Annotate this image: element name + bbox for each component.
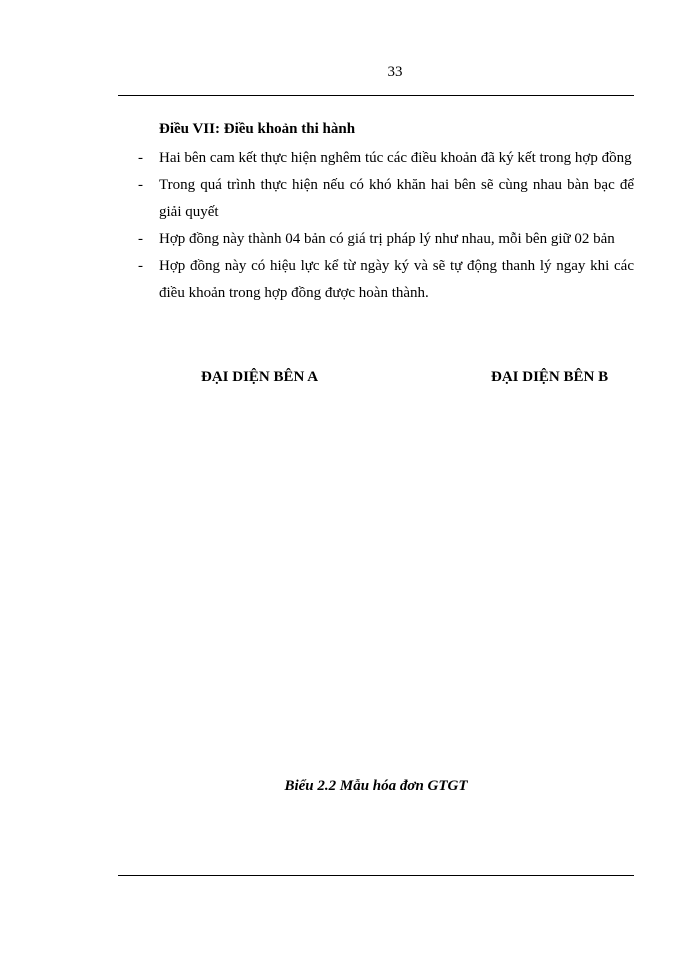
page-number: 33 <box>387 64 403 80</box>
footer-rule <box>118 875 634 876</box>
clause-text: Hợp đồng này thành 04 bản có giá trị pháp lý như nhau, mỗi bên giữ 02 bản <box>159 231 615 247</box>
clause-text: Trong quá trình thực hiện nếu có khó khăn hai bên sẽ cùng nhau bàn bạc để giải quyết <box>159 177 634 220</box>
bullet-dash: - <box>138 177 143 193</box>
clause-item <box>0 253 700 307</box>
clause-text: Hai bên cam kết thực hiện nghêm túc các điều khoản đã ký kết trong hợp đồng <box>159 150 632 166</box>
bullet-dash: - <box>138 150 143 166</box>
clause-item <box>0 145 700 172</box>
section-heading: Điều VII: Điều khoản thi hành <box>159 121 356 137</box>
bullet-dash: - <box>138 258 143 274</box>
clause-item <box>0 226 700 253</box>
bullet-dash: - <box>138 231 143 247</box>
party-a-representative: ĐẠI DIỆN BÊN A <box>201 369 319 385</box>
figure-caption: Biểu 2.2 Mẫu hóa đơn GTGT <box>284 778 468 794</box>
party-b-representative: ĐẠI DIỆN BÊN B <box>491 369 609 385</box>
clause-text: Hợp đồng này có hiệu lực kể từ ngày ký và sẽ tự động thanh lý ngay khi các điều khoản trong hợp đồng được hoàn thành. <box>159 258 634 301</box>
header-rule <box>118 95 634 96</box>
clause-list <box>0 145 700 307</box>
clause-item <box>0 172 700 226</box>
